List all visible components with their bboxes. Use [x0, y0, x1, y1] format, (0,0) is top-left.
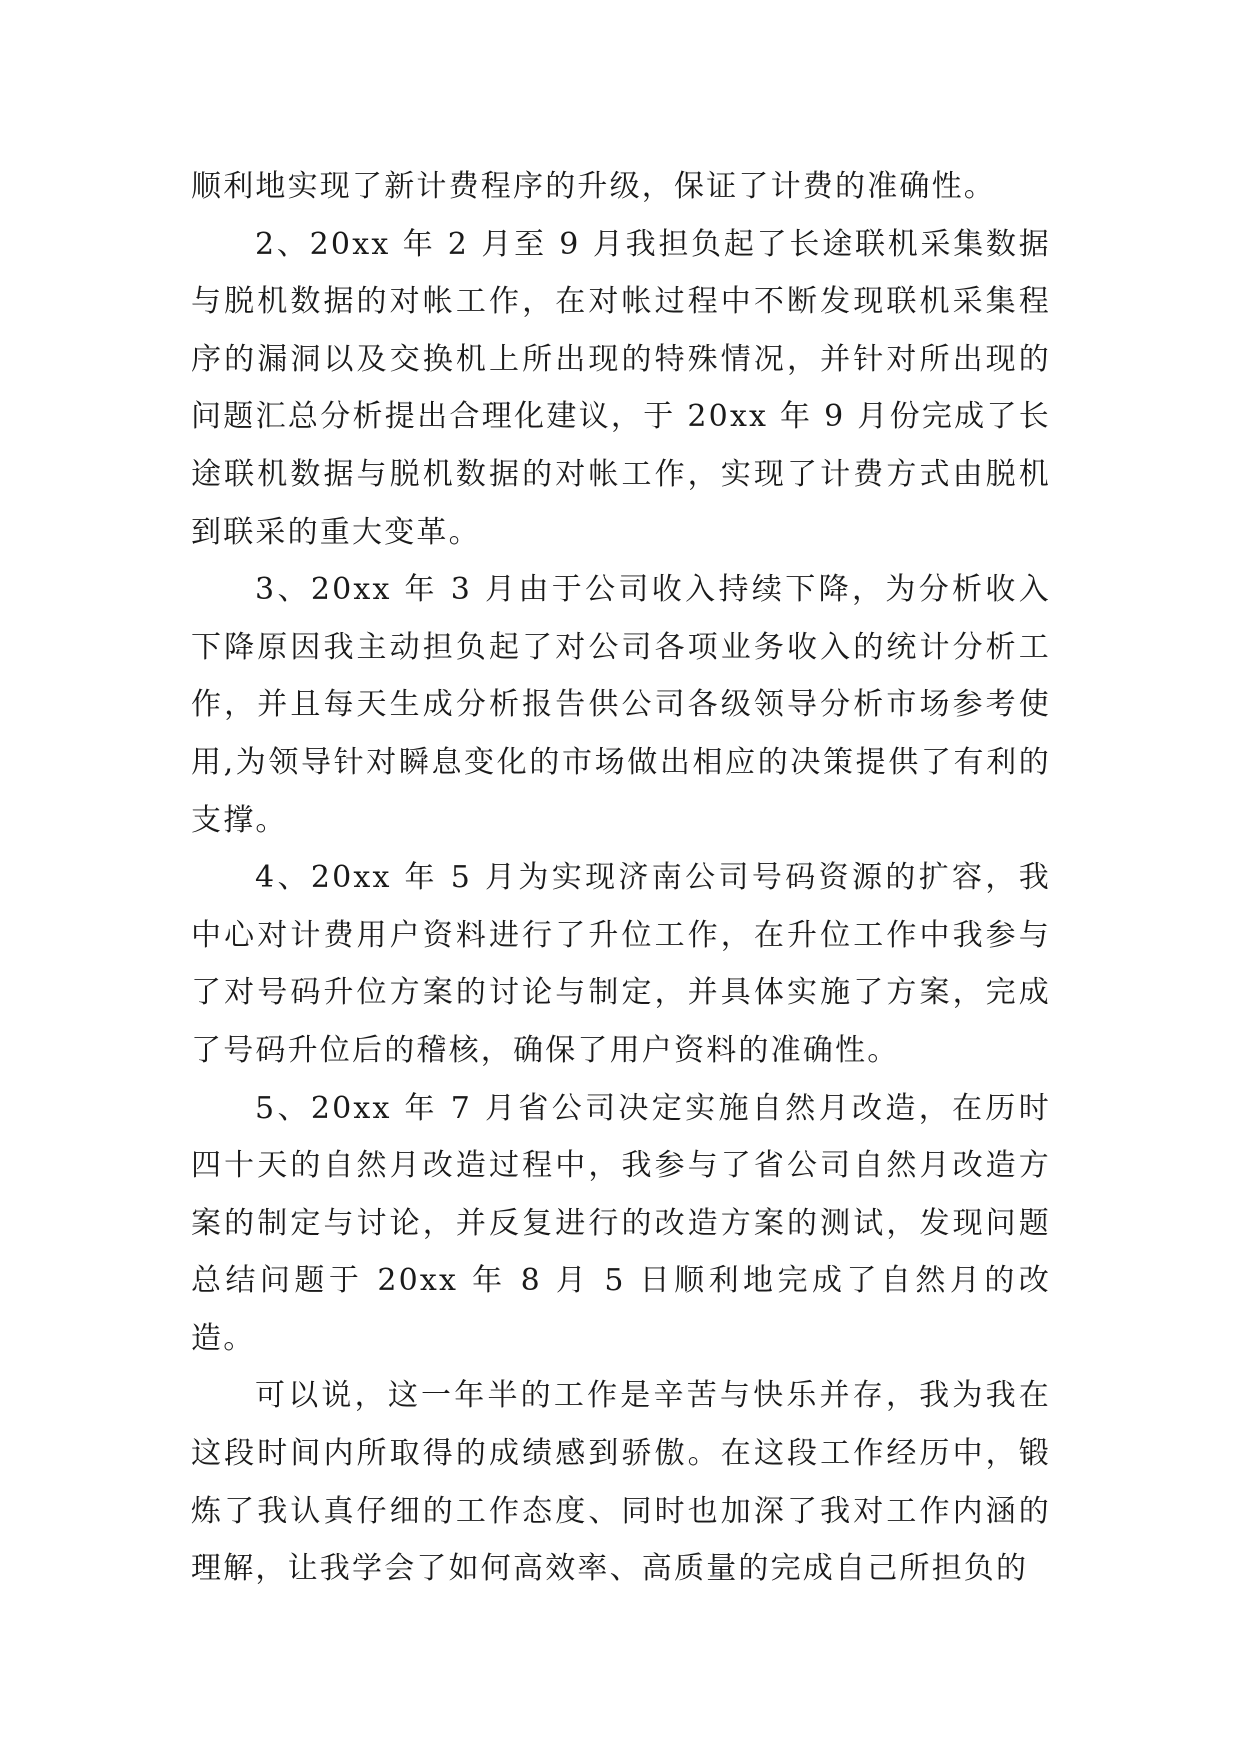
paragraph-item-2: 2、20xx 年 2 月至 9 月我担负起了长途联机采集数据与脱机数据的对帐工作，在对帐过程中不断发现联机采集程序的漏洞以及交换机上所出现的特殊情况，并针对所出现的问题汇总分析提出合理化建议，于 20xx 年 9 月份完成了长途联机数据与脱机数据的对帐工作，实现了计费方式由脱机到联采的重大变革。 — [191, 226, 1051, 550]
paragraph-item-5: 5、20xx 年 7 月省公司决定实施自然月改造，在历时四十天的自然月改造过程中，我参与了省公司自然月改造方案的制定与讨论，并反复进行的改造方案的测试，发现问题总结问题于 20xx 年 8 月 5 日顺利地完成了自然月的改造。 — [191, 1090, 1051, 1356]
paragraph-item-4: 4、20xx 年 5 月为实现济南公司号码资源的扩容，我中心对计费用户资料进行了升位工作，在升位工作中我参与了对号码升位方案的讨论与制定，并具体实施了方案，完成了号码升位后的稽核，确保了用户资料的准确性。 — [191, 860, 1051, 1068]
paragraph-continuation: 顺利地实现了新计费程序的升级，保证了计费的准确性。 — [191, 169, 996, 204]
paragraph-summary: 可以说，这一年半的工作是辛苦与快乐并存，我为我在这段时间内所取得的成绩感到骄傲。在这段工作经历中，锻炼了我认真仔细的工作态度、同时也加深了我对工作内涵的理解，让我学会了如何高效率、高质量的完成自己所担负的 — [191, 1378, 1051, 1587]
paragraph-item-3: 3、20xx 年 3 月由于公司收入持续下降，为分析收入下降原因我主动担负起了对公司各项业务收入的统计分析工作，并且每天生成分析报告供公司各级领导分析市场参考使用,为领导针对瞬息变化的市场做出相应的决策提供了有利的支撑。 — [191, 572, 1051, 838]
document-body — [191, 158, 1051, 1598]
